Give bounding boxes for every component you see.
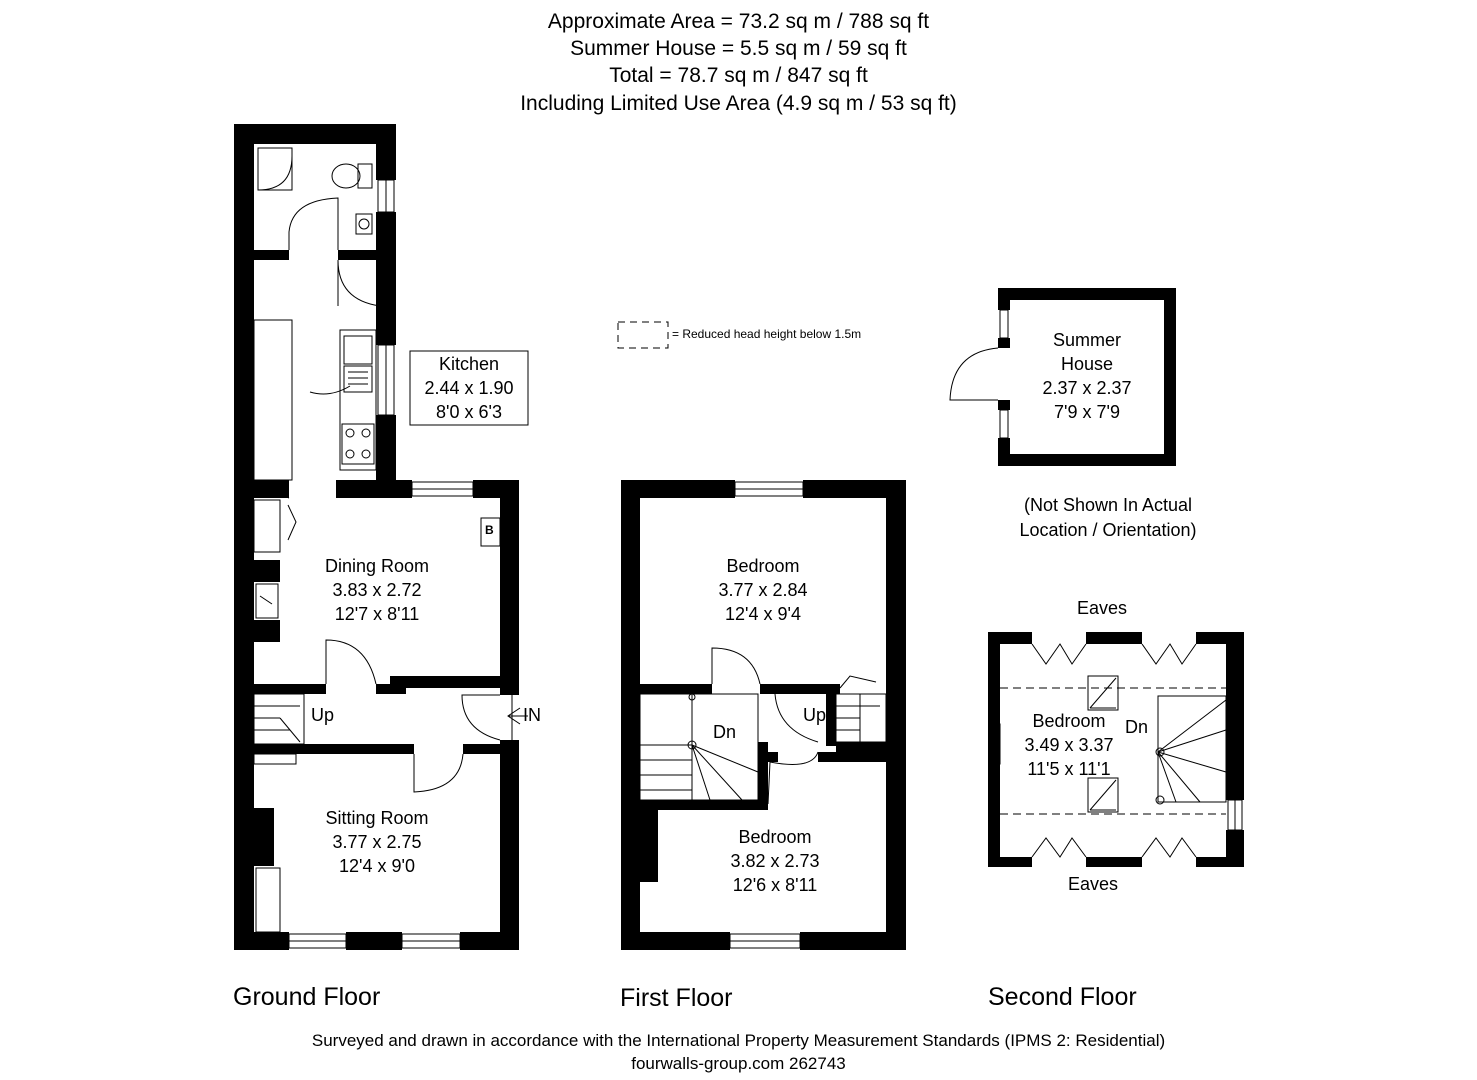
first-bedroom-2-metric: 3.82 x 2.73 (730, 851, 820, 871)
sitting-room-name: Sitting Room (325, 808, 429, 828)
eaves-bottom-label: Eaves (1068, 874, 1119, 894)
first-bedroom-1-label (718, 554, 807, 626)
first-bedroom-1-name: Bedroom (726, 556, 800, 576)
first-bedroom-2-imperial: 12'6 x 8'11 (732, 875, 818, 895)
second-bedroom-name: Bedroom (1032, 711, 1106, 731)
ground-floor-title: Ground Floor (233, 983, 381, 1011)
second-floor-title: Second Floor (988, 983, 1137, 1011)
kitchen-metric: 2.44 x 1.90 (424, 378, 514, 398)
summer-house-note-2: Location / Orientation) (1019, 520, 1197, 540)
legend-text: = Reduced head height below 1.5m (672, 327, 862, 341)
first-bedroom-1-imperial: 12'4 x 9'4 (725, 604, 801, 624)
reference-code: fourwalls-group.com 262743 (631, 1054, 846, 1073)
second-stairs-down-label: Dn (1125, 717, 1149, 737)
first-bedroom-1-metric: 3.77 x 2.84 (718, 580, 808, 600)
summer-house-name-2: House (1060, 354, 1114, 374)
first-bedroom-2-label (730, 825, 819, 897)
eaves-top-label: Eaves (1077, 598, 1128, 618)
first-stairs-up-label: Up (803, 705, 827, 725)
summer-house-area-line: Summer House = 5.5 sq m / 59 sq ft (570, 37, 907, 60)
first-floor-title: First Floor (620, 984, 733, 1012)
second-bedroom-label (1024, 709, 1113, 781)
summer-house-imperial: 7'9 x 7'9 (1054, 402, 1120, 422)
area-summary-line: Approximate Area = 73.2 sq m / 788 sq ft (547, 10, 930, 33)
limited-use-area-line: Including Limited Use Area (4.9 sq m / 53 sq ft) (520, 92, 957, 115)
second-bedroom-imperial: 11'5 x 11'1 (1027, 759, 1111, 779)
kitchen-label (424, 352, 513, 424)
summer-house-name-1: Summer (1052, 330, 1122, 350)
boiler-mark: B (485, 523, 494, 537)
dining-room-metric: 3.83 x 2.72 (332, 580, 422, 600)
summer-house-note-1: (Not Shown In Actual (1023, 495, 1193, 515)
dining-room-name: Dining Room (324, 556, 430, 576)
entrance-label: IN (523, 705, 541, 725)
total-area-line: Total = 78.7 sq m / 847 sq ft (609, 64, 868, 87)
summer-house-label (1042, 328, 1131, 424)
second-bedroom-metric: 3.49 x 3.37 (1024, 735, 1114, 755)
dining-room-imperial: 12'7 x 8'11 (334, 604, 420, 624)
survey-standard-note: Surveyed and drawn in accordance with the International Property Measurement Standards (IPMS 2: Residential) (311, 1031, 1166, 1050)
summer-house-note (1019, 493, 1196, 543)
sitting-room-label (325, 806, 428, 878)
kitchen-name: Kitchen (438, 354, 500, 374)
ground-stairs-up-label: Up (311, 705, 335, 725)
first-stairs-down-label: Dn (713, 722, 737, 742)
kitchen-imperial: 8'0 x 6'3 (436, 402, 502, 422)
summer-house-metric: 2.37 x 2.37 (1042, 378, 1132, 398)
dining-room-label (325, 554, 429, 626)
first-bedroom-2-name: Bedroom (738, 827, 812, 847)
sitting-room-metric: 3.77 x 2.75 (332, 832, 422, 852)
sitting-room-imperial: 12'4 x 9'0 (339, 856, 415, 876)
